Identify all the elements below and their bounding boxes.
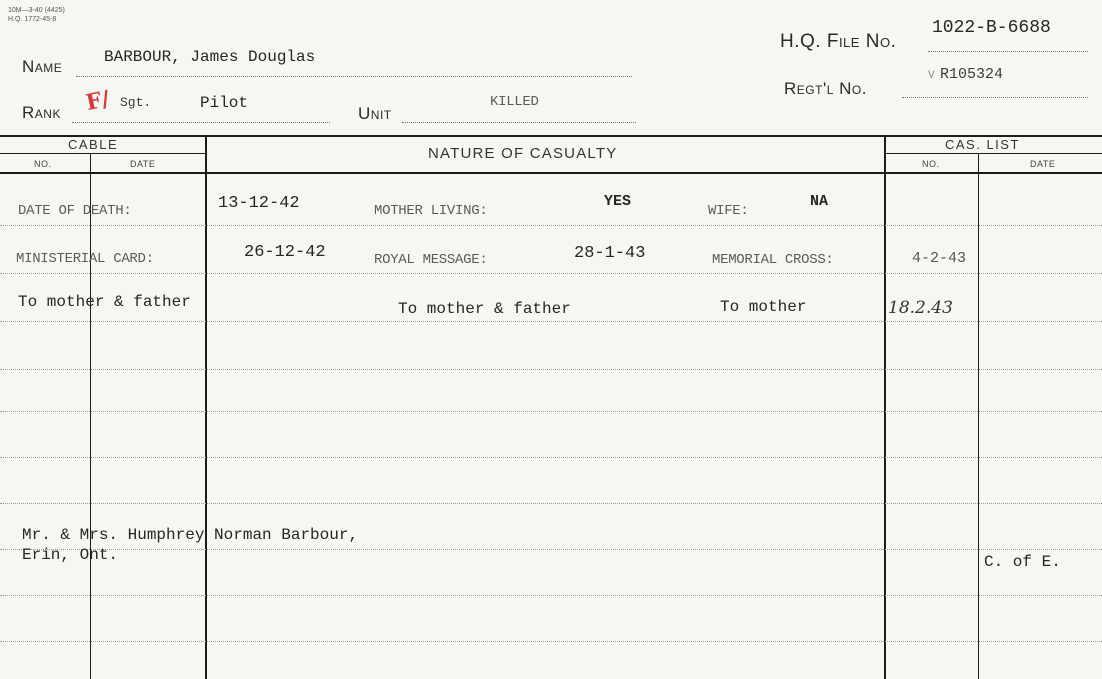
address-line2: Erin, Ont. — [22, 546, 119, 564]
header-top-rule — [0, 135, 1102, 137]
hq-file-line — [928, 51, 1088, 52]
date-of-death-label: DATE OF DEATH: — [18, 203, 132, 219]
cas-no-header: NO. — [922, 159, 940, 169]
cable-header: CABLE — [68, 137, 119, 152]
hq-file-label: H.Q. File No. — [780, 31, 897, 52]
date-of-death-value: 13-12-42 — [218, 194, 300, 213]
to-mother-father-2: To mother & father — [398, 300, 571, 318]
cable-right-border — [205, 135, 207, 679]
cable-col-divider — [90, 154, 91, 679]
unit-value: KILLED — [490, 94, 539, 110]
cas-date-header: DATE — [1030, 159, 1056, 169]
ruled-line — [0, 369, 1102, 370]
wife-value: NA — [810, 193, 829, 210]
mother-living-label: MOTHER LIVING: — [374, 203, 488, 219]
rank-label: Rank — [22, 103, 61, 122]
cas-sub-rule — [884, 153, 1102, 154]
hq-file-value: 1022-B-6688 — [932, 18, 1051, 38]
wife-label: WIFE: — [708, 203, 749, 219]
to-mother: To mother — [720, 298, 807, 316]
regtl-line — [902, 97, 1088, 98]
royal-message-value: 28-1-43 — [574, 244, 646, 263]
ministerial-card-value: 26-12-42 — [244, 243, 326, 262]
mother-living-value: YES — [604, 193, 632, 210]
handwritten-date: 18.2.43 — [888, 298, 953, 318]
rank-line — [72, 122, 330, 123]
memorial-cross-label: MEMORIAL CROSS: — [712, 252, 834, 268]
ruled-line — [0, 321, 1102, 322]
ruled-line — [0, 411, 1102, 412]
address-line1: Mr. & Mrs. Humphrey Norman Barbour, — [22, 526, 359, 544]
rank-annotation: F/ — [83, 85, 113, 117]
regtl-prefix: V — [928, 70, 935, 82]
unit-label: Unit — [358, 104, 392, 123]
royal-message-label: ROYAL MESSAGE: — [374, 252, 488, 268]
unit-line — [402, 122, 636, 123]
ruled-line — [0, 595, 1102, 596]
regtl-label: Regt'l No. — [784, 79, 867, 98]
name-line — [76, 76, 632, 77]
form-code-line2: H.Q. 1772-45-8 — [8, 16, 57, 23]
ruled-line — [0, 225, 1102, 226]
rank-value: Sgt. — [120, 95, 152, 110]
religion-value: C. of E. — [984, 553, 1061, 571]
ruled-line — [0, 457, 1102, 458]
cable-date-header: DATE — [130, 159, 156, 169]
cable-no-header: NO. — [34, 159, 52, 169]
form-code-line1: 10M—3-40 (4425) — [8, 7, 65, 14]
cas-col-divider — [978, 154, 979, 679]
header-bottom-rule — [0, 172, 1102, 174]
regtl-value: R105324 — [940, 66, 1004, 83]
ruled-line — [0, 273, 1102, 274]
ministerial-card-label: MINISTERIAL CARD: — [16, 251, 154, 267]
cable-sub-rule — [0, 153, 205, 154]
name-label: Name — [22, 57, 63, 76]
to-mother-father-1: To mother & father — [18, 293, 191, 311]
ruled-line — [0, 641, 1102, 642]
ruled-line — [0, 549, 1102, 550]
ruled-line — [0, 503, 1102, 504]
cas-list-header: CAS. LIST — [945, 137, 1020, 152]
memorial-cross-value: 4-2-43 — [912, 250, 967, 267]
nature-header: NATURE OF CASUALTY — [428, 145, 618, 162]
name-value: BARBOUR, James Douglas — [104, 48, 316, 66]
rank-role: Pilot — [200, 94, 249, 112]
cas-left-border — [884, 135, 886, 679]
